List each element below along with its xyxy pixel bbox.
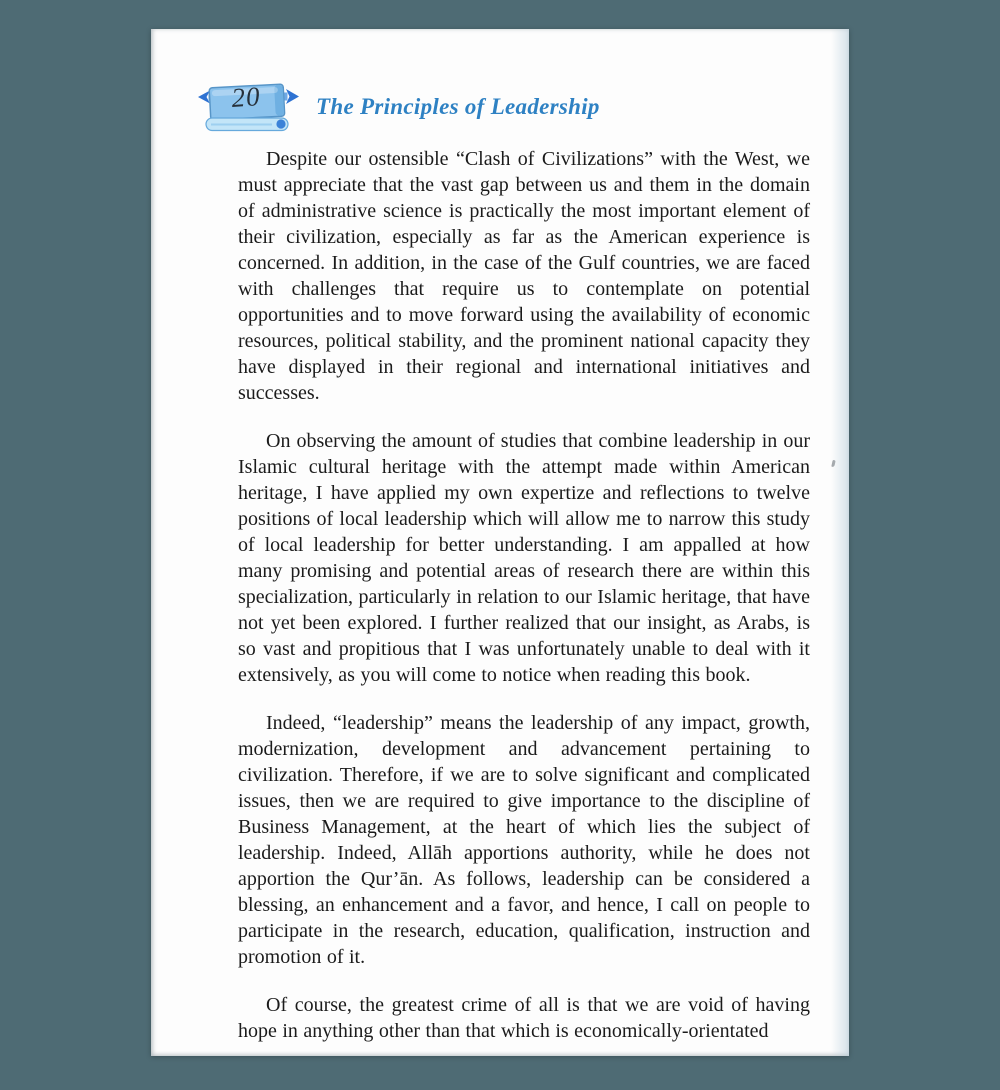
page-body <box>238 146 810 1066</box>
scroll-icon <box>196 81 300 133</box>
scan-speck <box>831 460 835 467</box>
page-header <box>196 81 600 133</box>
page-number: 20 <box>230 81 262 113</box>
paragraph-2: On observing the amount of studies that combine leadership in our Islamic cultural heritage with the attempt made within American heritage, I have applied my own expertize and reflections to twelve positions of local leadership which will allow me to narrow this study of local leadership for better understanding. I am appalled at how many promising and potential areas of research there are within this specialization, particularly in relation to our Islamic heritage, that have not yet been explored. I further realized that our insight, as Arabs, is so vast and propitious that I was unfortunately unable to deal with it extensively, as you will come to notice when reading this book. <box>238 430 810 686</box>
running-title: The Principles of Leadership <box>316 94 600 119</box>
book-page <box>151 29 849 1056</box>
paragraph-4: Of course, the greatest crime of all is that we are void of having hope in anything other than that which is economically-orientated <box>238 994 810 1042</box>
paragraph-1: Despite our ostensible “Clash of Civilizations” with the West, we must appreciate that the vast gap between us and them in the domain of administrative science is practically the most important element of their civilization, especially as far as the American experience is concerned. In addition, in the case of the Gulf countries, we are faced with challenges that require us to contemplate on potential opportunities and to move forward using the availability of economic resources, political stability, and the prominent national capacity they have displayed in their regional and international initiatives and successes. <box>238 148 810 404</box>
paragraph-3: Indeed, “leadership” means the leadership of any impact, growth, modernization, development and advancement pertaining to civilization. Therefore, if we are to solve significant and complicated issues, then we are required to give importance to the discipline of Business Management, at the heart of which lies the subject of leadership. Indeed, Allāh apportions authority, while he does not apportion the Qur’ān. As follows, leadership can be considered a blessing, an enhancement and a favor, and hence, I call on people to participate in the research, education, qualification, instruction and promotion of it. <box>238 712 810 968</box>
